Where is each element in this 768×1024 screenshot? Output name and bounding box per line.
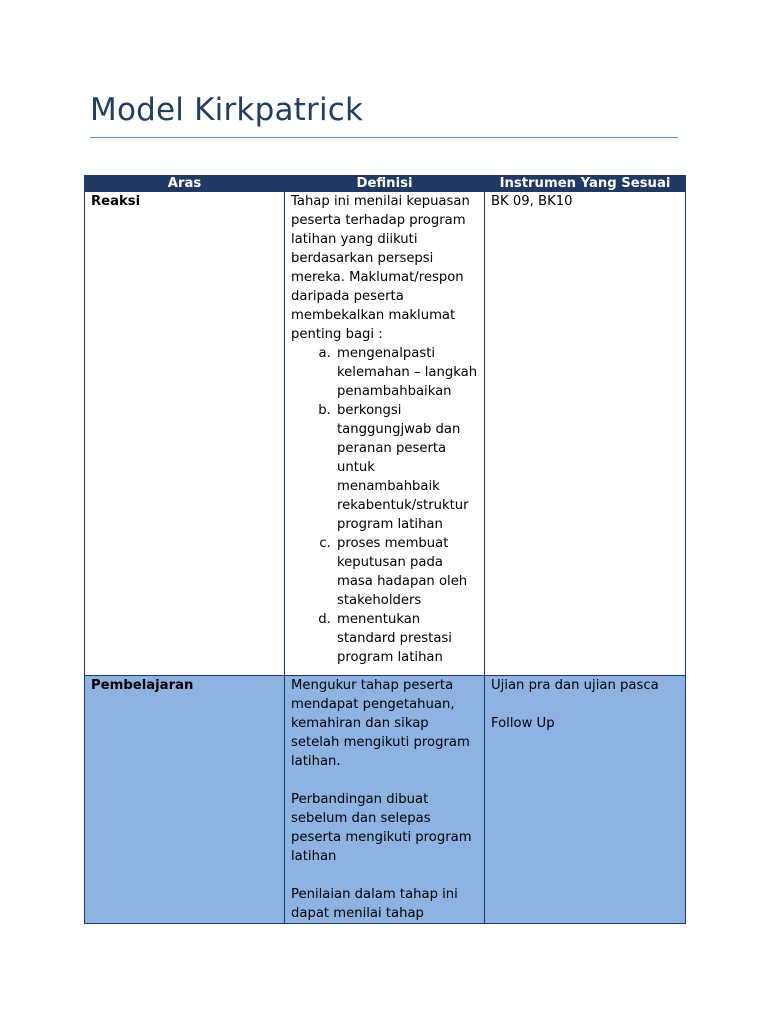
- header-aras: Aras: [85, 176, 285, 192]
- instrumen-text: Ujian pra dan ujian pasca: [491, 678, 659, 693]
- table-row-reaksi: [85, 192, 686, 676]
- list-item: a. mengenalpasti kelemahan – langkah penambahbaikan: [335, 344, 478, 401]
- list-item: d. menentukan standard prestasi program latihan: [335, 610, 478, 667]
- title-underline: [90, 137, 678, 138]
- header-definisi: Definisi: [285, 176, 485, 192]
- instrumen-text: Follow Up: [491, 716, 555, 731]
- definisi-paragraph: Perbandingan dibuat sebelum dan selepas peserta mengikuti program latihan: [291, 792, 472, 864]
- kirkpatrick-table: [84, 175, 686, 924]
- definisi-paragraph: Penilaian dalam tahap ini dapat menilai tahap: [291, 887, 458, 921]
- definisi-list: [291, 344, 478, 667]
- aras-cell: Pembelajaran: [85, 676, 285, 924]
- table-row-pembelajaran: [85, 676, 686, 924]
- definisi-cell: [285, 676, 485, 924]
- instrumen-text: BK 09, BK10: [491, 194, 573, 209]
- table-header-row: [85, 176, 686, 192]
- page-title: Model Kirkpatrick: [90, 92, 364, 128]
- definisi-cell: [285, 192, 485, 676]
- instrumen-cell: [485, 676, 686, 924]
- header-instrumen: Instrumen Yang Sesuai: [485, 176, 686, 192]
- definisi-paragraph: Mengukur tahap peserta mendapat pengetahuan, kemahiran dan sikap setelah mengikuti program latihan.: [291, 678, 470, 769]
- aras-cell: Reaksi: [85, 192, 285, 676]
- definisi-intro: Tahap ini menilai kepuasan peserta terhadap program latihan yang diikuti berdasarkan persepsi mereka. Maklumat/respon daripada peserta membekalkan maklumat penting bagi :: [291, 194, 470, 342]
- list-item: c. proses membuat keputusan pada masa hadapan oleh stakeholders: [335, 534, 478, 610]
- instrumen-cell: [485, 192, 686, 676]
- list-item: b. berkongsi tanggungjwab dan peranan peserta untuk menambahbaik rekabentuk/struktur program latihan: [335, 401, 478, 534]
